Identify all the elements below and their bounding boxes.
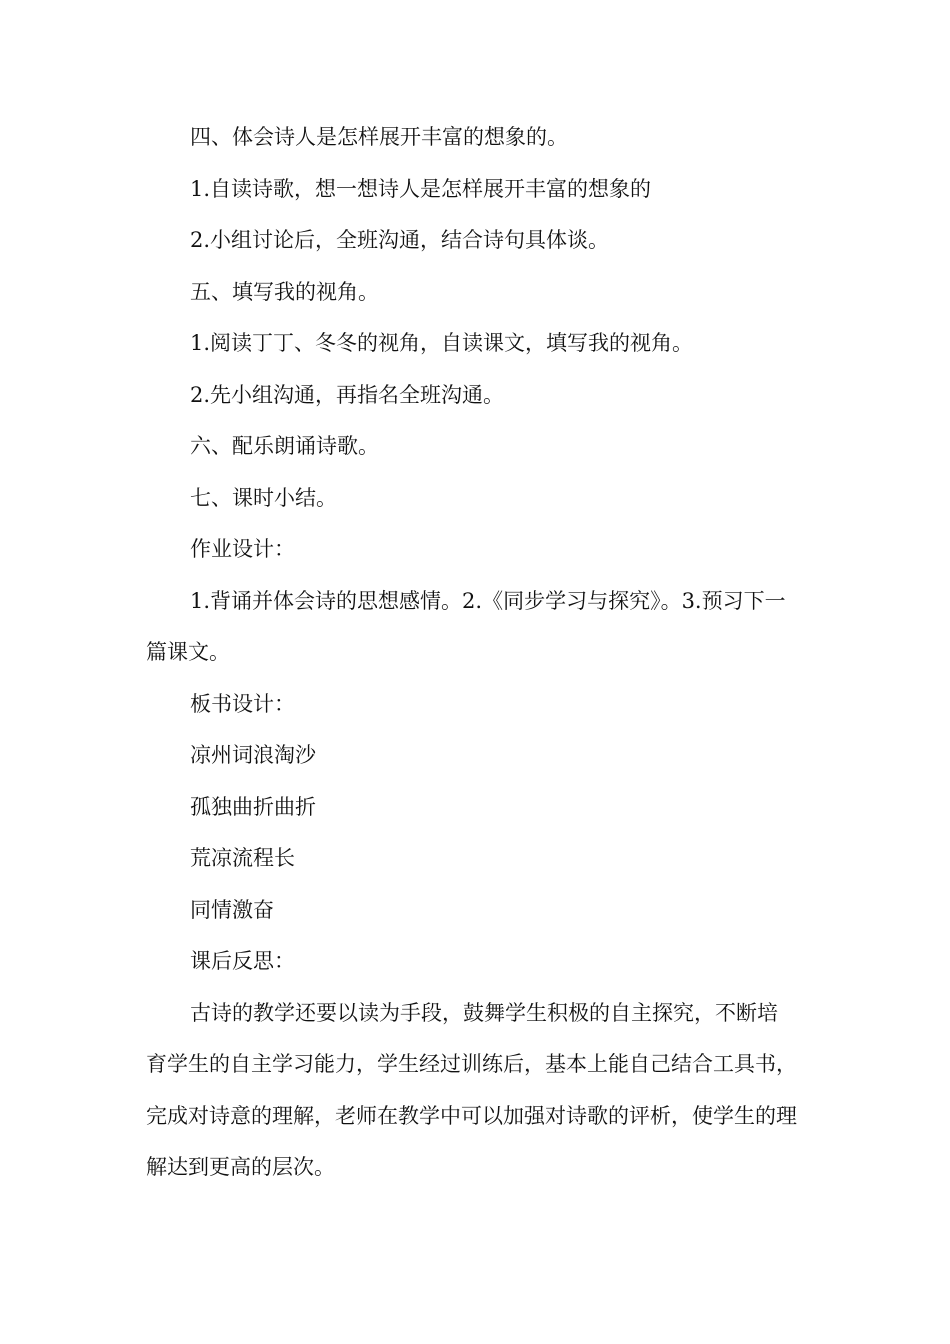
reflection-heading: 课后反思： (190, 949, 295, 973)
homework-items: 1.背诵并体会诗的思想感情。2.《同步学习与探究》。3.预习下一篇课文。 (146, 588, 786, 664)
step-4-1: 1.自读诗歌，想一想诗人是怎样展开丰富的想象的 (190, 176, 652, 201)
step-4-2: 2.小组讨论后，全班沟通，结合诗句具体谈。 (190, 228, 610, 252)
reflection-body: 古诗的教学还要以读为手段，鼓舞学生积极的自主探究，不断培育学生的自主学习能力，学生经过训练后，基本上能自己结合工具书，完成对诗意的理解，老师在教学中可以加强对诗歌的评析，使学生的理解达到更高的层次。 (146, 1000, 797, 1179)
blackboard-line-2: 孤独曲折曲折 (190, 794, 316, 819)
section-heading-7: 七、课时小结。 (190, 485, 337, 510)
section-heading-5: 五、填写我的视角。 (190, 279, 379, 304)
document-page (146, 112, 798, 1194)
blackboard-line-1: 凉州词浪淘沙 (190, 743, 316, 767)
homework-heading: 作业设计： (190, 537, 295, 561)
step-5-2: 2.先小组沟通，再指名全班沟通。 (190, 382, 505, 407)
section-heading-4: 四、体会诗人是怎样展开丰富的想象的。 (190, 125, 568, 149)
section-heading-6: 六、配乐朗诵诗歌。 (190, 434, 379, 458)
blackboard-line-4: 同情激奋 (190, 897, 274, 922)
blackboard-heading: 板书设计： (190, 691, 295, 716)
blackboard-line-3: 荒凉流程长 (190, 846, 295, 870)
step-5-1: 1.阅读丁丁、冬冬的视角，自读课文，填写我的视角。 (190, 331, 694, 355)
